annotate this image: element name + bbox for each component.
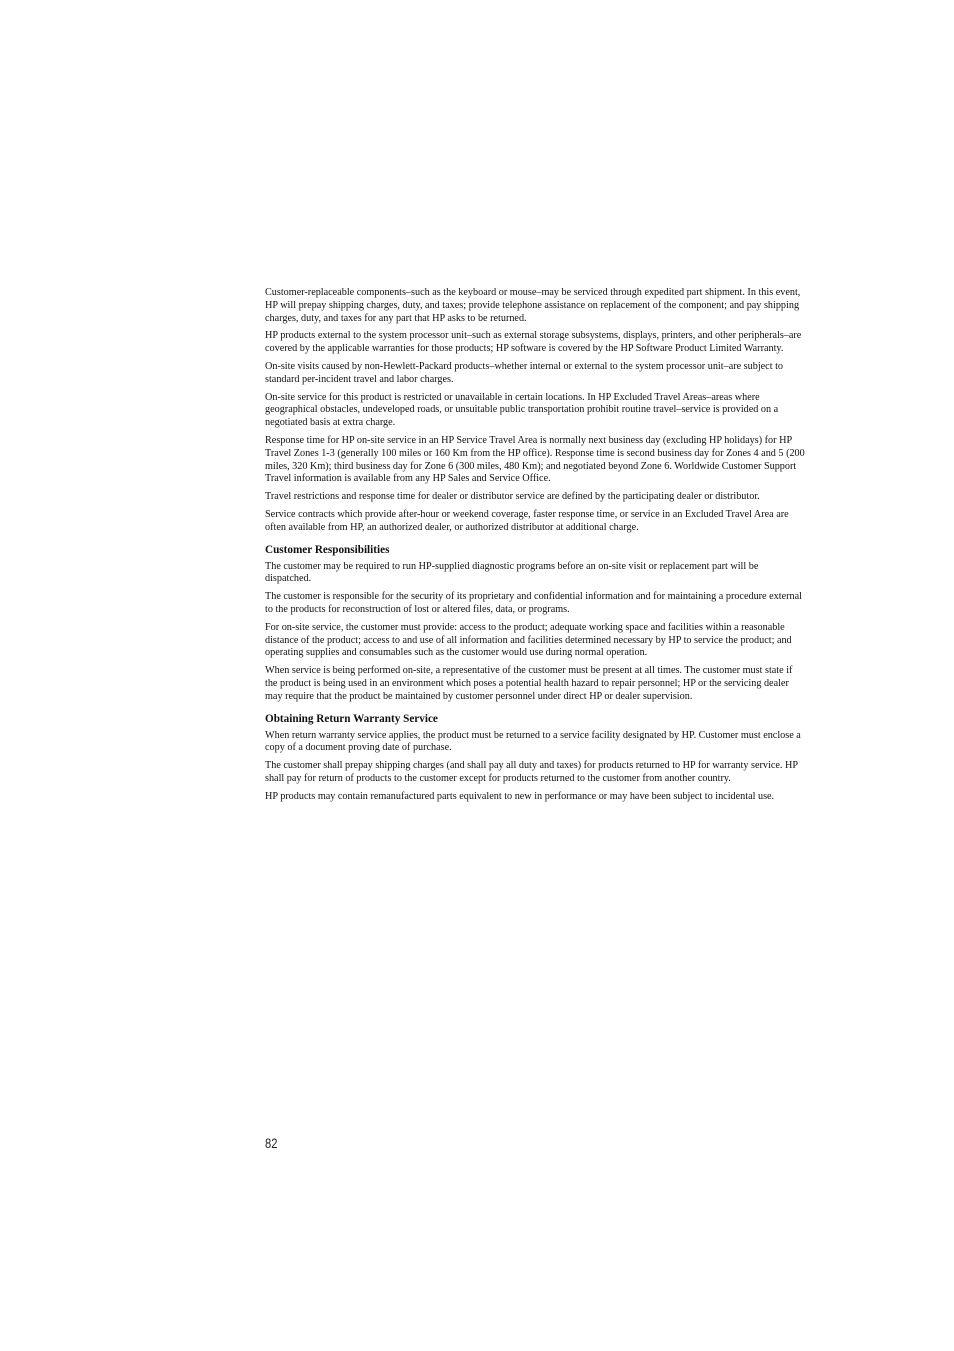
paragraph-onsite-restrictions: On-site service for this product is restricted or unavailable in certain locations. In HP Excluded Travel Areas–areas where geographical obstacles, undeveloped roads, or unsuitable public transportation prohibit routine travel–service is provided on a negotiated basis at extra charge.	[265, 391, 779, 429]
page-body	[265, 287, 805, 809]
paragraph-response-time: Response time for HP on-site service in an HP Service Travel Area is normally next business day (excluding HP holidays) for HP Travel Zones 1-3 (generally 100 miles or 160 Km from the HP office). Response time is second business day for Zones 4 and 5 (200 miles, 320 Km); third business day for Zone 6 (300 miles, 480 Km); and negotiated beyond Zone 6. Worldwide Customer Support Travel information is available from any HP Sales and Service Office.	[265, 434, 805, 485]
paragraph-customer-representative: When service is being performed on-site, a representative of the customer must be present at all times. The customer must state if the product is being used in an environment which poses a potential health hazard to repair personnel; HP or the servicing dealer may require that the product be maintained by customer personnel under direct HP or dealer supervision.	[265, 665, 793, 702]
paragraph-return-service-facility: When return warranty service applies, the product must be returned to a service facility designated by HP. Customer must enclose a copy of a document proving date of purchase.	[265, 729, 801, 754]
heading-obtaining-return-warranty-service: Obtaining Return Warranty Service	[265, 712, 438, 725]
paragraph-shipping-charges: The customer shall prepay shipping charges (and shall pay all duty and taxes) for products returned to HP for warranty service. HP shall pay for return of products to the customer except for products returned to the customer from another country.	[265, 760, 798, 784]
paragraph-remanufactured-parts: HP products may contain remanufactured parts equivalent to new in performance or may have been subject to incidental use.	[265, 790, 775, 802]
paragraph-customer-replaceable-components: Customer-replaceable components–such as the keyboard or mouse–may be serviced through expedited part shipment. In this event, HP will prepay shipping charges, duty, and taxes; provide telephone assistance on replacement of the component; and pay shipping charges, duty, and taxes for any part that HP asks to be returned.	[265, 287, 801, 324]
paragraph-onsite-provisions: For on-site service, the customer must provide: access to the product; adequate working space and facilities within a reasonable distance of the product; access to and use of all information and facilities determined necessary by HP to service the product; and operating supplies and consumables such as the customer would use during normal operation.	[265, 621, 792, 659]
paragraph-service-contracts: Service contracts which provide after-hour or weekend coverage, faster response time, or service in an Excluded Travel Area are often available from HP, an authorized dealer, or authorized distributor at additional charge.	[265, 508, 789, 533]
paragraph-external-products: HP products external to the system processor unit–such as external storage subsystems, displays, printers, and other peripherals–are covered by the applicable warranties for those products; HP software is covered by the HP Software Product Limited Warranty.	[265, 330, 802, 355]
paragraph-travel-restrictions: Travel restrictions and response time for dealer or distributor service are defined by the participating dealer or distributor.	[265, 491, 760, 503]
heading-customer-responsibilities: Customer Responsibilities	[265, 543, 390, 556]
paragraph-diagnostic-programs: The customer may be required to run HP-supplied diagnostic programs before an on-site visit or replacement part will be dispatched.	[265, 560, 759, 585]
paragraph-non-hp-onsite-visits: On-site visits caused by non-Hewlett-Packard products–whether internal or external to the system processor unit–are subject to standard per-incident travel and labor charges.	[265, 360, 784, 385]
page-number: 82	[265, 1135, 278, 1151]
paragraph-security-responsibility: The customer is responsible for the security of its proprietary and confidential information and for maintaining a procedure external to the products for reconstruction of lost or altered files, data, or programs.	[265, 591, 802, 615]
